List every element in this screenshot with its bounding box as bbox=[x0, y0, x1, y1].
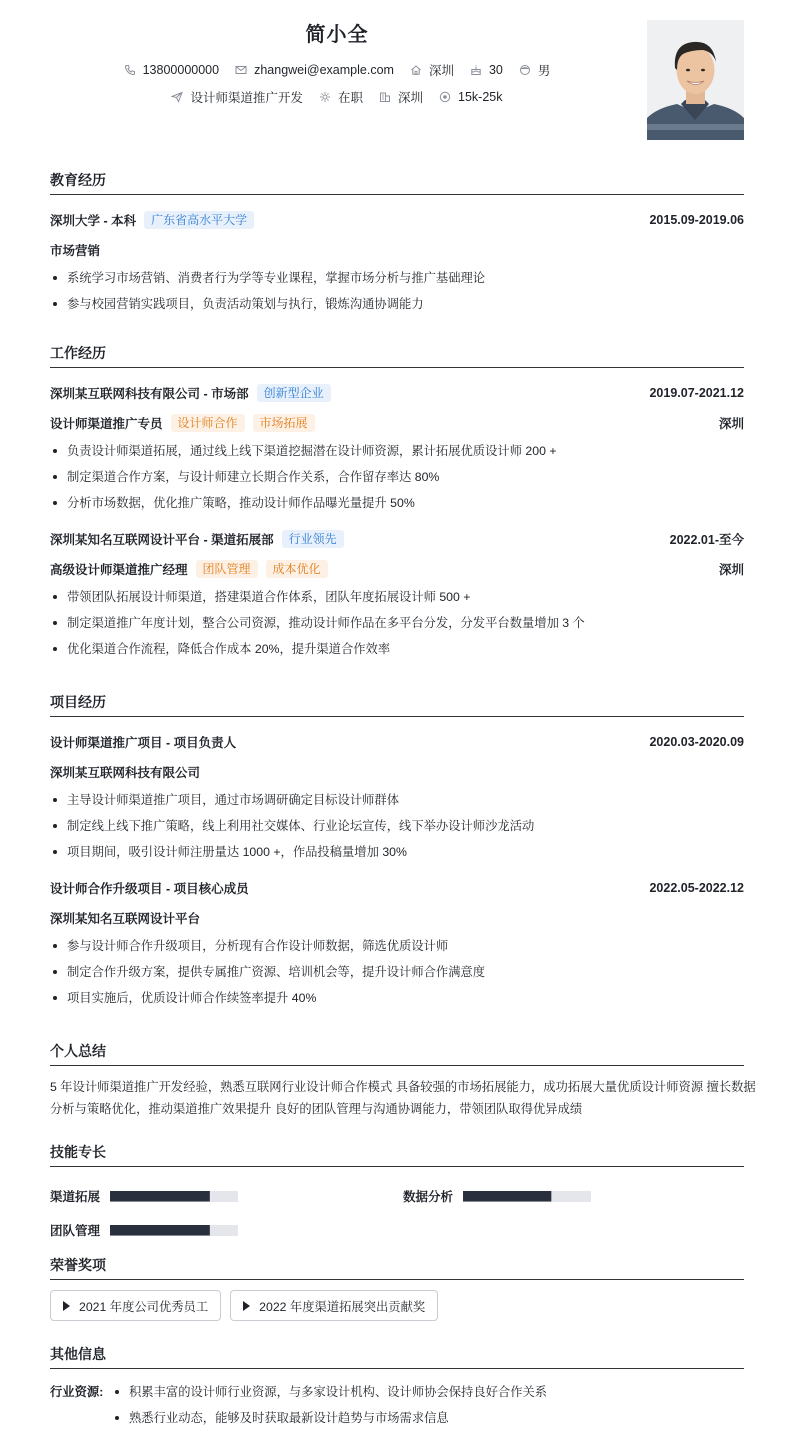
work-bullets bbox=[50, 438, 744, 516]
company-name: 深圳某知名互联网设计平台 - 渠道拓展部 bbox=[50, 533, 274, 547]
work-location: 深圳 bbox=[718, 417, 744, 431]
coin-icon bbox=[439, 91, 451, 103]
cake-icon bbox=[470, 64, 482, 76]
project-entry bbox=[50, 727, 744, 865]
list-item: 制定渠道合作方案，与设计师建立长期合作关系，合作留存率达 80% bbox=[50, 464, 744, 490]
skill-level-fill bbox=[110, 1225, 210, 1236]
resume-page bbox=[50, 0, 756, 1425]
project-org: 深圳某互联网科技有限公司 bbox=[50, 766, 201, 780]
gender-item bbox=[519, 61, 551, 79]
skills-section bbox=[50, 1142, 744, 1247]
target-position-item bbox=[171, 88, 303, 106]
skill-item bbox=[403, 1187, 591, 1205]
school-name: 深圳大学 - 本科 bbox=[50, 214, 137, 228]
gender-text: 男 bbox=[537, 64, 551, 78]
project-bullets bbox=[50, 933, 744, 1011]
skill-name: 数据分析 bbox=[403, 1190, 454, 1204]
awards-title: 荣誉奖项 bbox=[50, 1255, 744, 1280]
list-item: 项目实施后，优质设计师合作续签率提升 40% bbox=[50, 985, 744, 1011]
list-item: 制定线上线下推广策略，线上利用社交媒体、行业论坛宣传，线下举办设计师沙龙活动 bbox=[50, 813, 744, 839]
list-item: 项目期间，吸引设计师注册量达 1000 +，作品投稿量增加 30% bbox=[50, 839, 744, 865]
skill-bar bbox=[110, 1191, 238, 1202]
work-section bbox=[50, 343, 744, 662]
education-section bbox=[50, 170, 744, 317]
list-item: 分析市场数据，优化推广策略，推动设计师作品曝光量提升 50% bbox=[50, 490, 744, 516]
other-section bbox=[50, 1344, 744, 1431]
summary-title: 个人总结 bbox=[50, 1041, 744, 1066]
projects-title: 项目经历 bbox=[50, 692, 744, 717]
award-item bbox=[50, 1290, 221, 1321]
salary-text: 15k-25k bbox=[458, 90, 503, 104]
awards-section bbox=[50, 1255, 744, 1321]
role-tag: 市场拓展 bbox=[253, 414, 315, 432]
other-row bbox=[50, 1379, 744, 1431]
age-item bbox=[470, 63, 503, 77]
triangle-icon bbox=[243, 1301, 250, 1311]
status-item bbox=[319, 88, 363, 106]
list-item: 主导设计师渠道推广项目，通过市场调研确定目标设计师群体 bbox=[50, 787, 744, 813]
project-name: 设计师合作升级项目 - 项目核心成员 bbox=[50, 882, 249, 896]
project-org-row bbox=[50, 757, 744, 787]
home-icon bbox=[410, 64, 422, 76]
list-item: 制定合作升级方案，提供专属推广资源、培训机会等，提升设计师合作满意度 bbox=[50, 959, 744, 985]
resume-header bbox=[50, 0, 744, 150]
send-icon bbox=[171, 91, 183, 103]
mail-icon bbox=[235, 64, 247, 76]
skill-level-fill bbox=[110, 1191, 210, 1202]
other-title: 其他信息 bbox=[50, 1344, 744, 1369]
company-tag: 行业领先 bbox=[282, 530, 344, 548]
other-label: 行业资源: bbox=[50, 1385, 104, 1399]
gender-icon bbox=[519, 64, 531, 76]
skill-name: 渠道拓展 bbox=[50, 1190, 101, 1204]
work-title: 工作经历 bbox=[50, 343, 744, 368]
skill-bar bbox=[110, 1225, 238, 1236]
contact-row bbox=[50, 61, 624, 79]
company-name: 深圳某互联网科技有限公司 - 市场部 bbox=[50, 387, 249, 401]
list-item: 带领团队拓展设计师渠道，搭建渠道合作体系，团队年度拓展设计师 500 + bbox=[50, 584, 744, 610]
education-entry-header bbox=[50, 205, 744, 235]
status-text: 在职 bbox=[338, 91, 364, 105]
triangle-icon bbox=[63, 1301, 70, 1311]
role-name: 设计师渠道推广专员 bbox=[50, 417, 163, 431]
role-tag: 成本优化 bbox=[266, 560, 328, 578]
role-tag: 设计师合作 bbox=[171, 414, 245, 432]
work-entry bbox=[50, 378, 744, 516]
salary-item bbox=[439, 90, 502, 104]
major-name: 市场营销 bbox=[50, 244, 101, 258]
project-entry bbox=[50, 873, 744, 1011]
work-date: 2019.07-2021.12 bbox=[649, 386, 744, 400]
work-entry-header bbox=[50, 524, 744, 554]
role-name: 高级设计师渠道推广经理 bbox=[50, 563, 188, 577]
phone-text: 13800000000 bbox=[142, 63, 220, 77]
awards-list bbox=[50, 1290, 744, 1321]
work-location: 深圳 bbox=[718, 563, 744, 577]
other-bullets bbox=[112, 1379, 547, 1431]
target-city-text: 深圳 bbox=[398, 91, 424, 105]
list-item: 优化渠道合作流程，降低合作成本 20%，提升渠道合作效率 bbox=[50, 636, 744, 662]
project-bullets bbox=[50, 787, 744, 865]
list-item: 系统学习市场营销、消费者行为学等专业课程，掌握市场分析与推广基础理论 bbox=[50, 265, 744, 291]
project-name: 设计师渠道推广项目 - 项目负责人 bbox=[50, 736, 237, 750]
age-text: 30 bbox=[488, 63, 503, 77]
project-org: 深圳某知名互联网设计平台 bbox=[50, 912, 201, 926]
school-tag: 广东省高水平大学 bbox=[144, 211, 254, 229]
work-date: 2022.01-至今 bbox=[669, 533, 744, 547]
target-city-item bbox=[379, 88, 423, 106]
education-title: 教育经历 bbox=[50, 170, 744, 195]
list-item: 参与设计师合作升级项目，分析现有合作设计师数据，筛选优质设计师 bbox=[50, 933, 744, 959]
project-org-row bbox=[50, 903, 744, 933]
list-item: 制定渠道推广年度计划，整合公司资源，推动设计师作品在多平台分发，分发平台数量增加 3 个 bbox=[50, 610, 744, 636]
phone-icon bbox=[124, 64, 136, 76]
summary-text bbox=[50, 1076, 756, 1120]
status-icon bbox=[319, 91, 331, 103]
list-item: 负责设计师渠道拓展，通过线上线下渠道挖掘潜在设计师资源，累计拓展优质设计师 200 + bbox=[50, 438, 744, 464]
work-bullets bbox=[50, 584, 744, 662]
skill-bar bbox=[463, 1191, 591, 1202]
work-role-row bbox=[50, 408, 744, 438]
skills-title: 技能专长 bbox=[50, 1142, 744, 1167]
work-entry bbox=[50, 524, 744, 662]
phone-item bbox=[124, 63, 219, 77]
email-item bbox=[235, 63, 394, 77]
project-entry-header bbox=[50, 727, 744, 757]
email-text: zhangwei@example.com bbox=[254, 63, 394, 77]
skills-grid bbox=[50, 1177, 744, 1247]
summary-section bbox=[50, 1041, 756, 1120]
company-tag: 创新型企业 bbox=[257, 384, 331, 402]
award-item bbox=[230, 1290, 438, 1321]
skill-level-fill bbox=[463, 1191, 551, 1202]
role-tag: 团队管理 bbox=[196, 560, 258, 578]
list-item: 参与校园营销实践项目，负责活动策划与执行，锻炼沟通协调能力 bbox=[50, 291, 744, 317]
projects-section bbox=[50, 692, 744, 1011]
summary-line: 5 年设计师渠道推广开发经验，熟悉互联网行业设计师合作模式 具备较强的市场拓展能力，成功拓展大量优质设计师资源 擅长数据 bbox=[50, 1080, 756, 1094]
award-text: 2022 年度渠道拓展突出贡献奖 bbox=[259, 1299, 426, 1314]
profile-photo bbox=[647, 20, 744, 140]
building-icon bbox=[379, 91, 391, 103]
summary-line: 分析与策略优化，推动渠道推广效果提升 良好的团队管理与沟通协调能力，带领团队取得优异成绩 bbox=[50, 1102, 583, 1116]
skill-item bbox=[50, 1187, 238, 1205]
work-entry-header bbox=[50, 378, 744, 408]
award-text: 2021 年度公司优秀员工 bbox=[79, 1299, 209, 1314]
project-date: 2022.05-2022.12 bbox=[649, 881, 744, 895]
education-bullets bbox=[50, 265, 744, 317]
education-entry bbox=[50, 205, 744, 317]
project-entry-header bbox=[50, 873, 744, 903]
intention-row bbox=[50, 88, 624, 106]
education-major-row bbox=[50, 235, 744, 265]
list-item: 熟悉行业动态，能够及时获取最新设计趋势与市场需求信息 bbox=[112, 1405, 547, 1431]
skill-name: 团队管理 bbox=[50, 1224, 101, 1238]
skill-item bbox=[50, 1221, 238, 1239]
list-item: 积累丰富的设计师行业资源，与多家设计机构、设计师协会保持良好合作关系 bbox=[112, 1379, 547, 1405]
work-role-row bbox=[50, 554, 744, 584]
city-item bbox=[410, 61, 454, 79]
candidate-name: 简小全 bbox=[305, 24, 369, 46]
target-position-text: 设计师渠道推广开发 bbox=[190, 91, 303, 105]
education-date: 2015.09-2019.06 bbox=[649, 213, 744, 227]
project-date: 2020.03-2020.09 bbox=[649, 735, 744, 749]
city-text: 深圳 bbox=[428, 64, 454, 78]
